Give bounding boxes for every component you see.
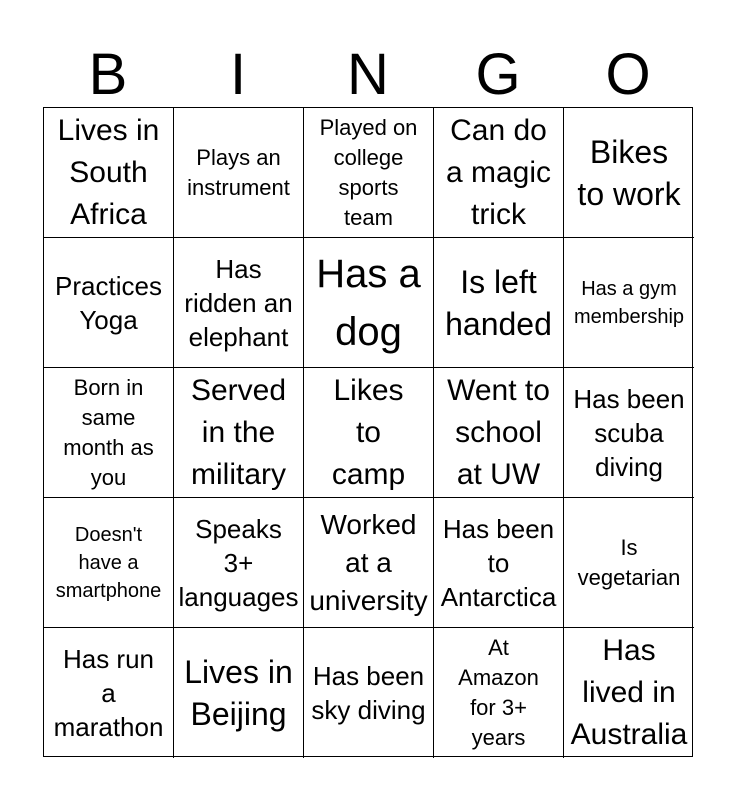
bingo-cell[interactable]: Served in the military <box>174 368 304 498</box>
bingo-cell[interactable]: Has ridden an elephant <box>174 238 304 368</box>
bingo-cell[interactable]: Bikes to work <box>564 108 694 238</box>
bingo-board <box>43 107 693 757</box>
bingo-cell[interactable]: Worked at a university <box>304 498 434 628</box>
bingo-cell[interactable]: Has run a marathon <box>44 628 174 758</box>
bingo-cell[interactable]: Is left handed <box>434 238 564 368</box>
bingo-cell[interactable]: Has been sky diving <box>304 628 434 758</box>
bingo-cell[interactable]: Went to school at UW <box>434 368 564 498</box>
bingo-cell[interactable]: Is vegetarian <box>564 498 694 628</box>
bingo-cell[interactable]: Has been scuba diving <box>564 368 694 498</box>
bingo-cell[interactable]: Has lived in Australia <box>570 634 688 751</box>
bingo-cell[interactable]: Can do a magic trick <box>434 108 564 238</box>
header-letter-b: B <box>88 42 128 107</box>
bingo-cell[interactable]: Has been to Antarctica <box>434 498 564 628</box>
header-letter-o: O <box>605 42 651 107</box>
header-letter-n: N <box>347 42 389 107</box>
bingo-cell[interactable]: Lives in Beijing <box>174 628 304 758</box>
bingo-cell[interactable]: Has a dog <box>304 238 434 368</box>
bingo-cell[interactable]: Has a gym membership <box>564 238 694 368</box>
bingo-header <box>43 42 693 108</box>
bingo-cell[interactable]: Doesn't have a smartphone <box>44 498 174 628</box>
bingo-cell[interactable]: Lives in South Africa <box>44 108 174 238</box>
bingo-cell[interactable]: At Amazon for 3+ years <box>434 628 564 758</box>
bingo-cell[interactable]: Plays an instrument <box>174 108 304 238</box>
bingo-cell[interactable]: Speaks 3+ languages <box>174 498 304 628</box>
bingo-cell[interactable]: Born in same month as you <box>44 368 174 498</box>
header-letter-g: G <box>475 42 521 107</box>
bingo-cell[interactable]: Practices Yoga <box>44 238 174 368</box>
bingo-cell[interactable]: Likes to camp <box>304 368 434 498</box>
header-letter-i: I <box>229 42 247 107</box>
bingo-cell[interactable]: Played on college sports team <box>304 108 434 238</box>
